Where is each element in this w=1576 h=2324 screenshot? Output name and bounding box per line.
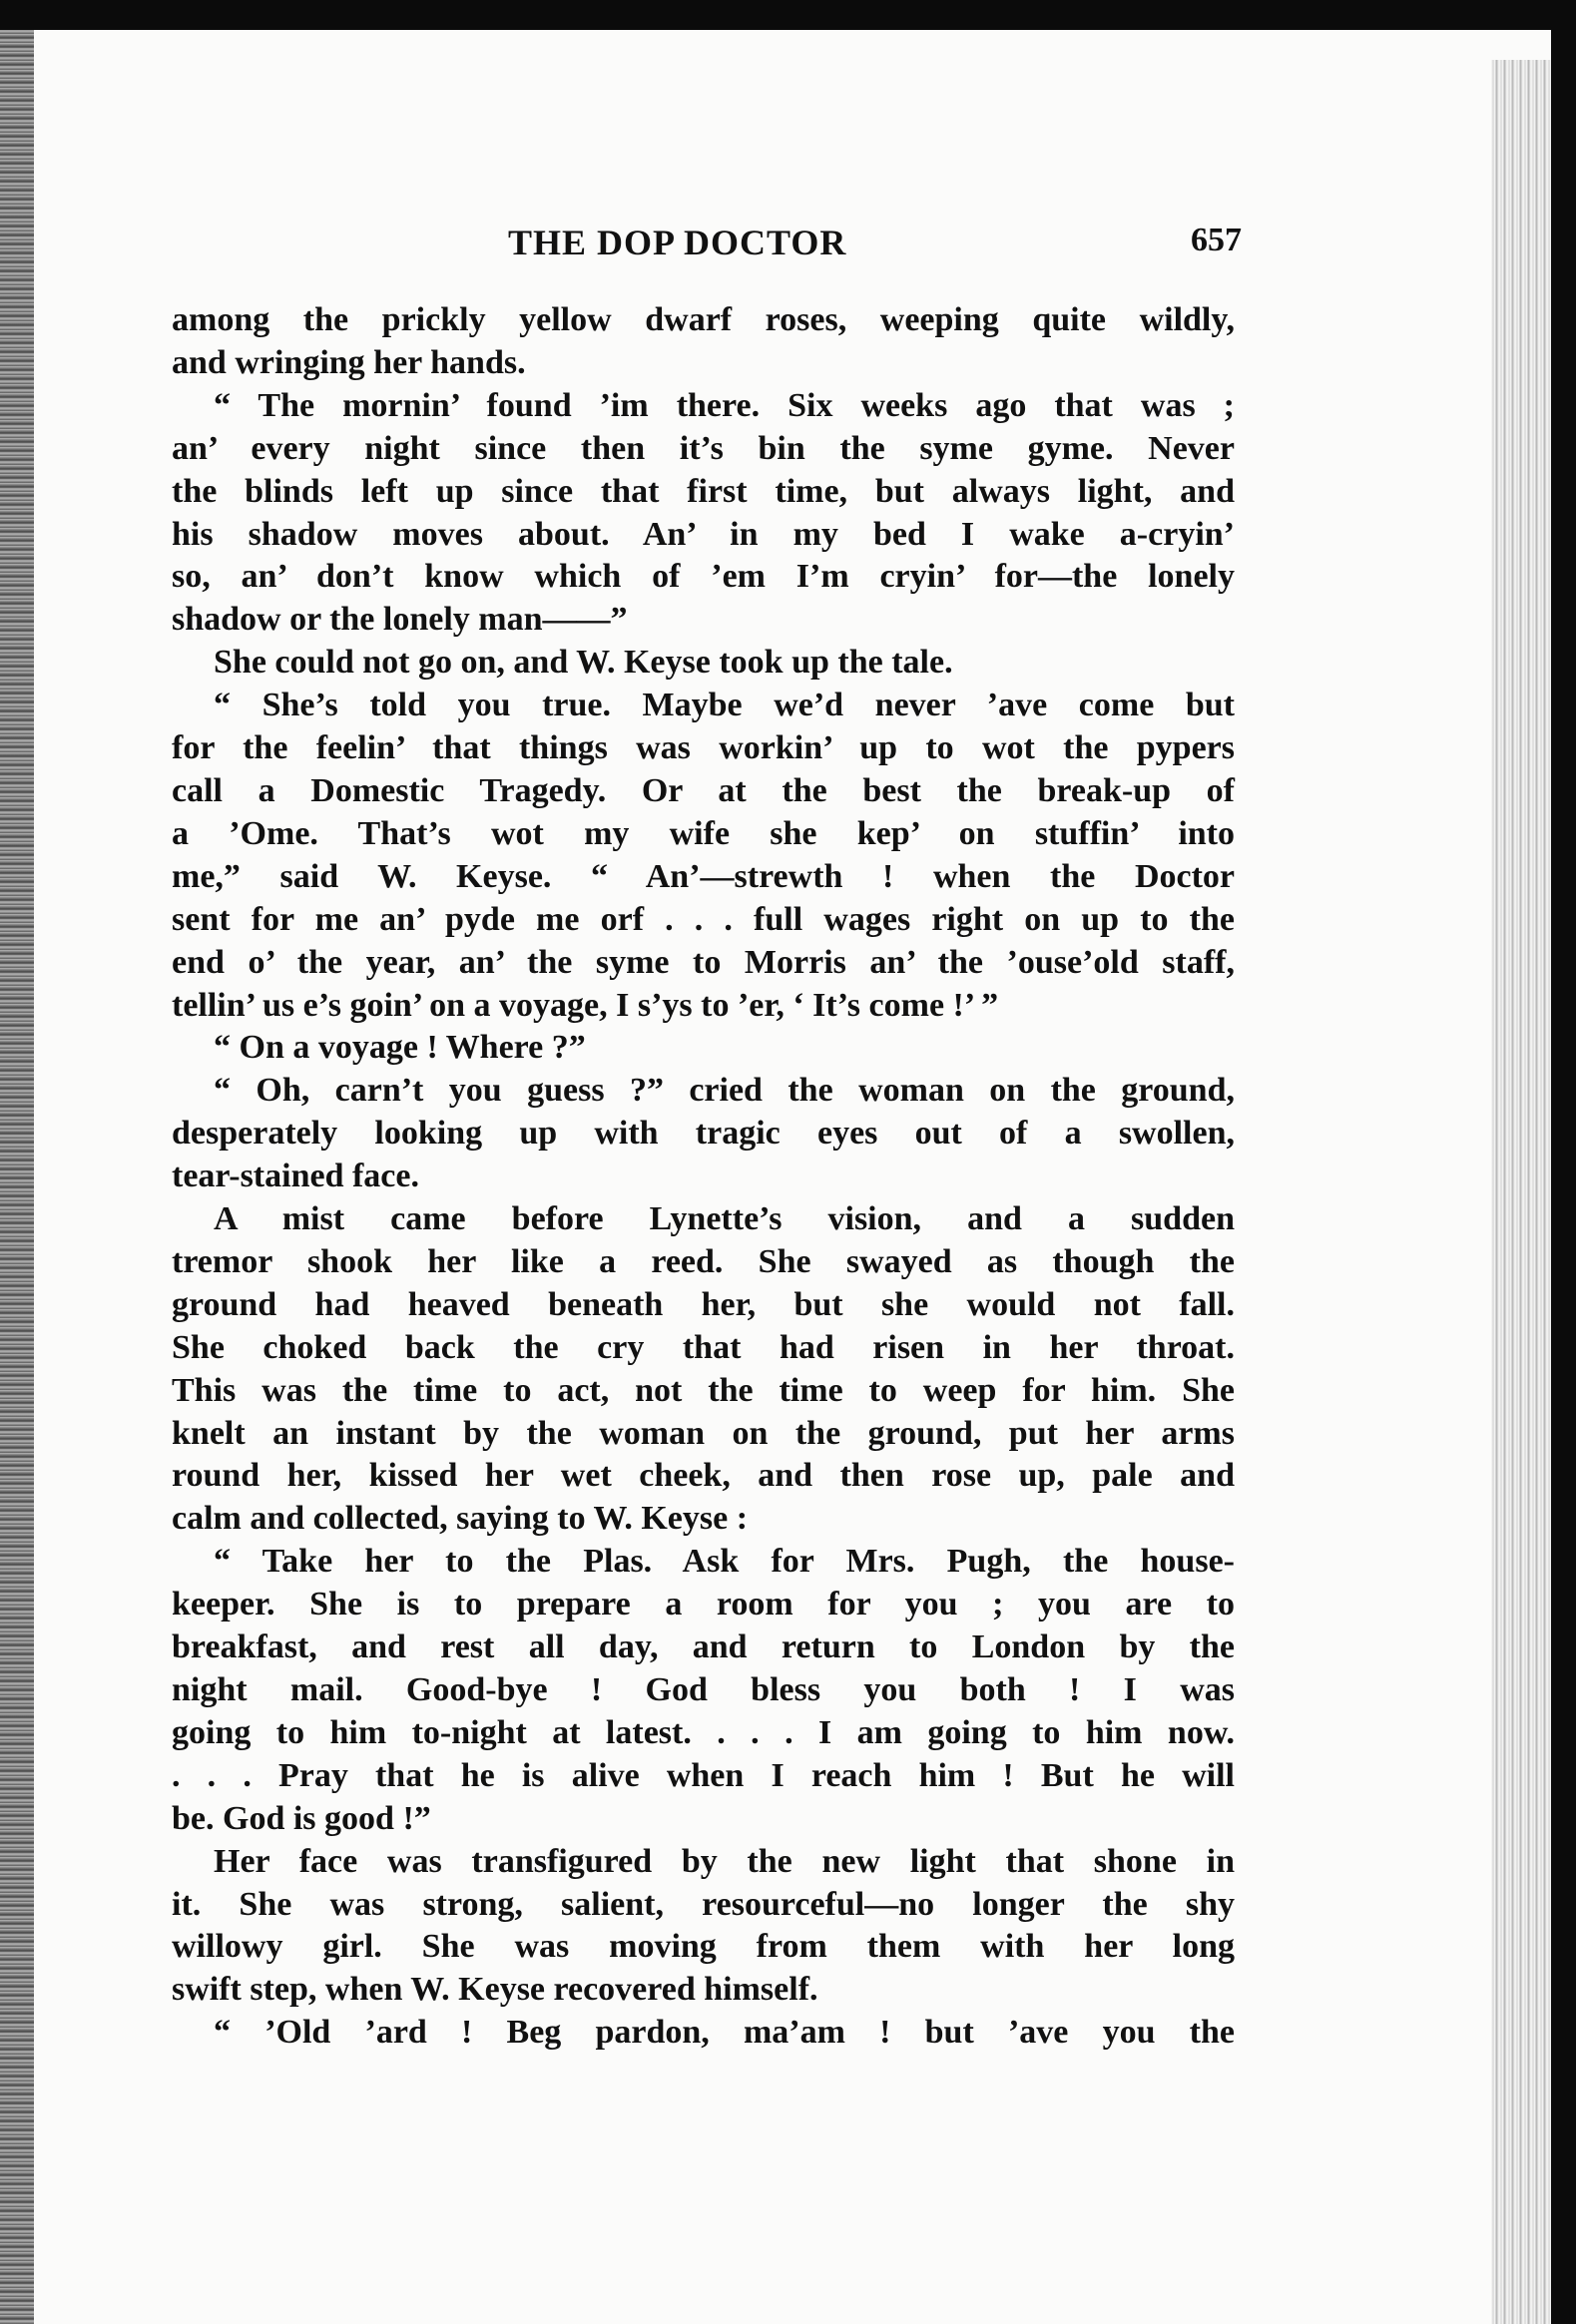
text-line: going to him to-night at latest. . . . I am going to him now.: [172, 1713, 1235, 1751]
book-spine-edge: [0, 30, 34, 2324]
text-line: She choked back the cry that had risen in her throat.: [172, 1328, 1235, 1366]
text-line: sent for me an’ pyde me orf . . . full wages right on up to the: [172, 900, 1235, 938]
text-line: “ ’Old ’ard ! Beg pardon, ma’am ! but ’ave you the: [214, 2014, 1235, 2052]
text-line: swift step, when W. Keyse recovered himself.: [172, 1971, 818, 2009]
text-line: an’ every night since then it’s bin the syme gyme. Never: [172, 429, 1235, 467]
text-line: desperately looking up with tragic eyes out of a swollen,: [172, 1115, 1235, 1153]
text-line: keeper. She is to prepare a room for you ; you are to: [172, 1586, 1235, 1624]
text-line: “ On a voyage ! Where ?”: [214, 1029, 586, 1067]
text-line: “ Take her to the Plas. Ask for Mrs. Pugh, the house-: [214, 1543, 1235, 1581]
book-page: [34, 30, 1551, 2324]
text-line: among the prickly yellow dwarf roses, weeping quite wildly,: [172, 301, 1235, 338]
text-line: . . . Pray that he is alive when I reach him ! But he will: [172, 1756, 1235, 1794]
text-line: Her face was transfigured by the new light that shone in: [214, 1842, 1235, 1880]
text-line: “ The mornin’ found ’im there. Six weeks ago that was ;: [214, 386, 1235, 424]
text-line: end o’ the year, an’ the syme to Morris an’ the ’ouse’old staff,: [172, 943, 1235, 981]
text-line: tellin’ us e’s goin’ on a voyage, I s’ys to ’er, ‘ It’s come !’ ”: [172, 986, 999, 1024]
text-line: be. God is good !”: [172, 1799, 431, 1837]
text-line: me,” said W. Keyse. “ An’—strewth ! when the Doctor: [172, 857, 1235, 895]
text-line: shadow or the lonely man——”: [172, 601, 628, 639]
text-line: a ’Ome. That’s wot my wife she kep’ on stuffin’ into: [172, 814, 1235, 852]
text-line: She could not go on, and W. Keyse took up the tale.: [214, 644, 953, 682]
text-line: calm and collected, saying to W. Keyse :: [172, 1500, 749, 1538]
text-line: breakfast, and rest all day, and return to London by the: [172, 1628, 1235, 1666]
text-line: night mail. Good-bye ! God bless you both ! I was: [172, 1671, 1235, 1708]
text-line: willowy girl. She was moving from them with her long: [172, 1928, 1235, 1966]
page-header: [114, 204, 1242, 263]
page-fore-edge: [1491, 60, 1551, 2324]
text-line: round her, kissed her wet cheek, and then rose up, pale and: [172, 1457, 1235, 1495]
text-line: knelt an instant by the woman on the ground, put her arms: [172, 1414, 1235, 1452]
text-line: the blinds left up since that first time, but always light, and: [172, 472, 1235, 510]
text-line: call a Domestic Tragedy. Or at the best the break-up of: [172, 771, 1235, 809]
text-line: “ Oh, carn’t you guess ?” cried the woman on the ground,: [214, 1072, 1235, 1110]
page-number: 657: [1191, 222, 1242, 258]
text-line: This was the time to act, not the time to weep for him. She: [172, 1371, 1235, 1409]
body-text: [172, 299, 1235, 2055]
text-line: A mist came before Lynette’s vision, and a sudden: [214, 1200, 1235, 1238]
text-line: so, an’ don’t know which of ’em I’m cryin’ for—the lonely: [172, 558, 1235, 596]
text-line: tear-stained face.: [172, 1158, 419, 1195]
text-line: for the feelin’ that things was workin’ up to wot the pypers: [172, 729, 1235, 767]
text-line: tremor shook her like a reed. She swayed as though the: [172, 1242, 1235, 1280]
text-line: his shadow moves about. An’ in my bed I wake a-cryin’: [172, 515, 1235, 553]
text-line: “ She’s told you true. Maybe we’d never ’ave come but: [214, 687, 1235, 724]
text-line: and wringing her hands.: [172, 343, 526, 381]
text-line: ground had heaved beneath her, but she would not fall.: [172, 1285, 1235, 1323]
text-line: it. She was strong, salient, resourceful—no longer the shy: [172, 1885, 1235, 1923]
running-title: THE DOP DOCTOR: [508, 223, 847, 262]
